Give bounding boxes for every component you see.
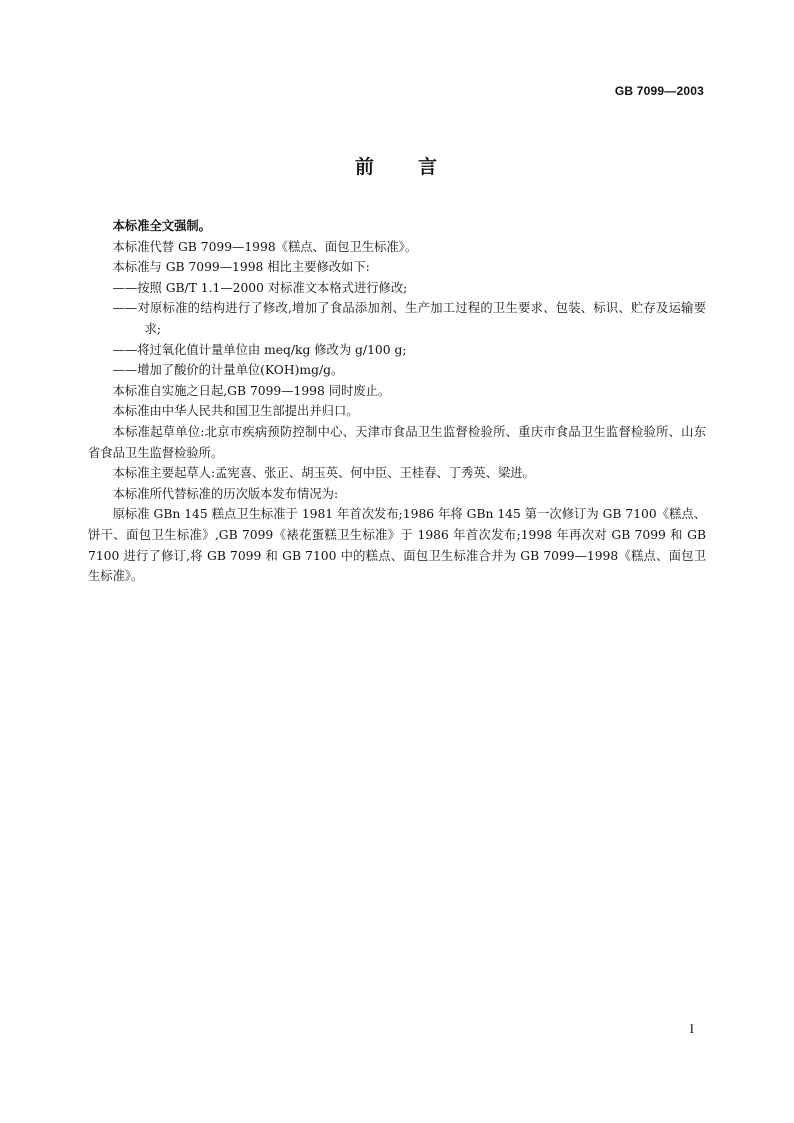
foreword-body <box>88 216 706 587</box>
page-number: I <box>689 1021 694 1036</box>
paragraph-history: 原标准 GBn 145 糕点卫生标准于 1981 年首次发布;1986 年将 GBn 145 第一次修订为 GB 7100《糕点、饼干、面包卫生标准》,GB 7099《裱花蛋糕卫生标准》于 1986 年首次发布;1998 年再次对 GB 7099 和 GB 7100 进行了修订,将 GB 7099 和 GB 7100 中的糕点、面包卫生标准合并为 GB 7099—1998《糕点、面包卫生标准》。 <box>88 507 706 584</box>
paragraph-mandatory: 本标准全文强制。 <box>112 219 211 233</box>
change-item-3: ——将过氧化值计量单位由 meq/kg 修改为 g/100 g; <box>112 342 407 357</box>
standard-code: GB 7099—2003 <box>614 84 704 98</box>
paragraph-history-intro: 本标准所代替标准的历次版本发布情况为: <box>112 486 339 501</box>
title-char-2: 言 <box>418 156 440 178</box>
paragraph-abolish: 本标准自实施之日起,GB 7099—1998 同时废止。 <box>112 383 391 398</box>
paragraph-drafting-units: 本标准起草单位:北京市疾病预防控制中心、天津市食品卫生监督检验所、重庆市食品卫生监督检验所、山东省食品卫生监督检验所。 <box>88 424 706 460</box>
paragraph-drafters: 本标准主要起草人:孟宪喜、张正、胡玉英、何中臣、王桂春、丁秀英、梁进。 <box>112 466 535 481</box>
page-title <box>0 152 794 179</box>
paragraph-replaces: 本标准代替 GB 7099—1998《糕点、面包卫生标准》。 <box>112 239 418 254</box>
title-char-1: 前 <box>354 156 376 178</box>
change-item-1: ——按照 GB/T 1.1—2000 对标准文本格式进行修改; <box>112 280 408 295</box>
paragraph-changes-intro: 本标准与 GB 7099—1998 相比主要修改如下: <box>112 260 370 275</box>
paragraph-proposed-by: 本标准由中华人民共和国卫生部提出并归口。 <box>112 404 359 419</box>
change-item-4: ——增加了酸价的计量单位(KOH)mg/g。 <box>112 363 344 378</box>
change-item-2: ——对原标准的结构进行了修改,增加了食品添加剂、生产加工过程的卫生要求、包装、标识、贮存及运输要求; <box>112 301 706 336</box>
